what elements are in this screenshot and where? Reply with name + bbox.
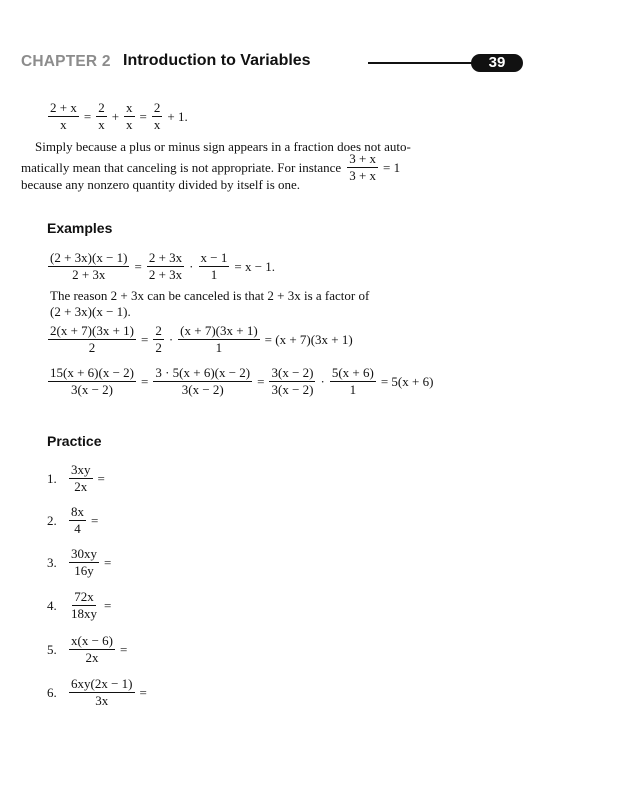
- numerator: 72x: [74, 589, 94, 604]
- page-header: [21, 52, 526, 74]
- denominator: 3(x − 2): [181, 382, 224, 397]
- equals-sign: =: [120, 641, 128, 657]
- numerator: 2: [153, 100, 161, 115]
- practice-item-3: [47, 547, 114, 578]
- fraction: [269, 366, 315, 397]
- reason-line-1: The reason 2 + 3x can be canceled is that 2 + 3x is a factor of: [50, 288, 370, 303]
- dot-operator: ·: [168, 331, 174, 347]
- numerator: 30xy: [71, 546, 97, 561]
- chapter-label: CHAPTER 2: [21, 53, 111, 70]
- practice-item-5: [47, 634, 130, 665]
- dot-operator: ·: [320, 373, 325, 389]
- denominator: x: [126, 117, 133, 132]
- denominator: 18xy: [71, 606, 97, 621]
- practice-number: 2.: [47, 512, 57, 528]
- fraction: [69, 547, 99, 578]
- equals-sign: =: [104, 554, 112, 570]
- practice-item-4: [47, 590, 114, 621]
- fraction: [178, 324, 259, 355]
- practice-heading: Practice: [47, 433, 102, 449]
- fraction: [199, 251, 230, 282]
- fraction: [96, 101, 107, 132]
- header-rule: [368, 62, 480, 64]
- example-result: = (x + 7)(3x + 1): [264, 331, 353, 347]
- intro-line-1: Simply because a plus or minus sign appears in a fraction does not auto-: [35, 139, 411, 154]
- numerator: 2: [155, 323, 162, 338]
- numerator: 2 + x: [50, 100, 77, 115]
- denominator: 2 + 3x: [72, 267, 106, 282]
- example-result: = 5(x + 6): [380, 373, 434, 389]
- equation-tail: + 1.: [167, 108, 188, 124]
- practice-item-6: [47, 677, 150, 708]
- equals-sign: =: [104, 597, 112, 613]
- numerator: x: [126, 100, 133, 115]
- fraction: [347, 152, 378, 183]
- denominator: 2x: [74, 479, 88, 494]
- equals-sign: =: [97, 470, 105, 486]
- practice-number: 4.: [47, 597, 57, 613]
- fraction: [153, 366, 252, 397]
- denominator: 2 + 3x: [148, 267, 183, 282]
- fraction: [330, 366, 376, 397]
- numerator: x − 1: [200, 250, 228, 265]
- denominator: 1: [210, 267, 218, 282]
- intro-line-3: because any nonzero quantity divided by itself is one.: [21, 177, 301, 192]
- numerator: (2 + 3x)(x − 1): [50, 250, 128, 265]
- fraction: [69, 634, 115, 665]
- practice-number: 5.: [47, 641, 57, 657]
- numerator: 5(x + 6): [331, 365, 374, 380]
- numerator: 2: [98, 100, 105, 115]
- denominator: 4: [74, 521, 81, 536]
- reason-line-2: (2 + 3x)(x − 1).: [50, 304, 131, 319]
- denominator: 3 + x: [349, 168, 377, 183]
- practice-item-2: [47, 505, 101, 536]
- equals-sign: =: [140, 331, 149, 347]
- intro-line-2-text: matically mean that canceling is not appropriate. For instance: [21, 159, 342, 175]
- fraction: [48, 324, 136, 355]
- chapter-title: Introduction to Variables: [123, 52, 311, 69]
- equals-sign: =: [139, 684, 147, 700]
- numerator: 3 · 5(x + 6)(x − 2): [155, 365, 251, 380]
- denominator: 16y: [74, 563, 94, 578]
- dot-operator: ·: [189, 258, 194, 274]
- fraction: [48, 366, 136, 397]
- numerator: 3(x − 2): [271, 365, 314, 380]
- numerator: 2 + 3x: [148, 250, 183, 265]
- equals-sign: =: [139, 108, 147, 124]
- numerator: 2(x + 7)(3x + 1): [50, 323, 134, 338]
- denominator: x: [60, 117, 67, 132]
- fraction: [69, 590, 99, 621]
- denominator: 3(x − 2): [70, 382, 113, 397]
- denominator: 2x: [85, 650, 99, 665]
- fraction: [153, 324, 164, 355]
- fraction: [69, 677, 135, 708]
- numerator: 3 + x: [349, 151, 377, 166]
- denominator: 3(x − 2): [271, 382, 314, 397]
- fraction: [147, 251, 184, 282]
- fraction: [48, 251, 129, 282]
- equals-sign: =: [134, 258, 142, 274]
- equals-sign: =: [91, 512, 99, 528]
- numerator: 8x: [71, 504, 84, 519]
- example-2-equation: [46, 324, 356, 355]
- denominator: 2: [155, 340, 162, 355]
- practice-number: 1.: [47, 470, 57, 486]
- practice-number: 3.: [47, 554, 57, 570]
- example-3-equation: [46, 366, 436, 397]
- equals-sign: =: [83, 108, 92, 124]
- denominator: 1: [349, 382, 357, 397]
- denominator: x: [98, 117, 105, 132]
- numerator: 3xy: [71, 462, 91, 477]
- numerator: x(x − 6): [71, 633, 113, 648]
- fraction: [69, 505, 86, 536]
- fraction: [69, 463, 93, 494]
- example-result: = x − 1.: [234, 258, 276, 274]
- intro-line-2-tail: = 1: [383, 159, 401, 175]
- denominator: 1: [215, 340, 223, 355]
- equals-sign: =: [140, 373, 149, 389]
- numerator: (x + 7)(3x + 1): [180, 323, 258, 338]
- equals-sign: =: [257, 373, 265, 389]
- fraction: [48, 101, 79, 132]
- numerator: 15(x + 6)(x − 2): [50, 365, 134, 380]
- page-number-badge: 39: [471, 54, 523, 72]
- plus-sign: +: [111, 108, 120, 124]
- denominator: 2: [88, 340, 96, 355]
- fraction: [124, 101, 135, 132]
- fraction: [152, 101, 163, 132]
- denominator: 3x: [95, 693, 109, 708]
- example-1-equation: [46, 251, 278, 282]
- practice-number: 6.: [47, 684, 57, 700]
- numerator: 6xy(2x − 1): [71, 676, 133, 691]
- practice-item-1: [47, 463, 108, 494]
- examples-heading: Examples: [47, 220, 113, 236]
- intro-equation: [46, 101, 191, 132]
- denominator: x: [153, 117, 161, 132]
